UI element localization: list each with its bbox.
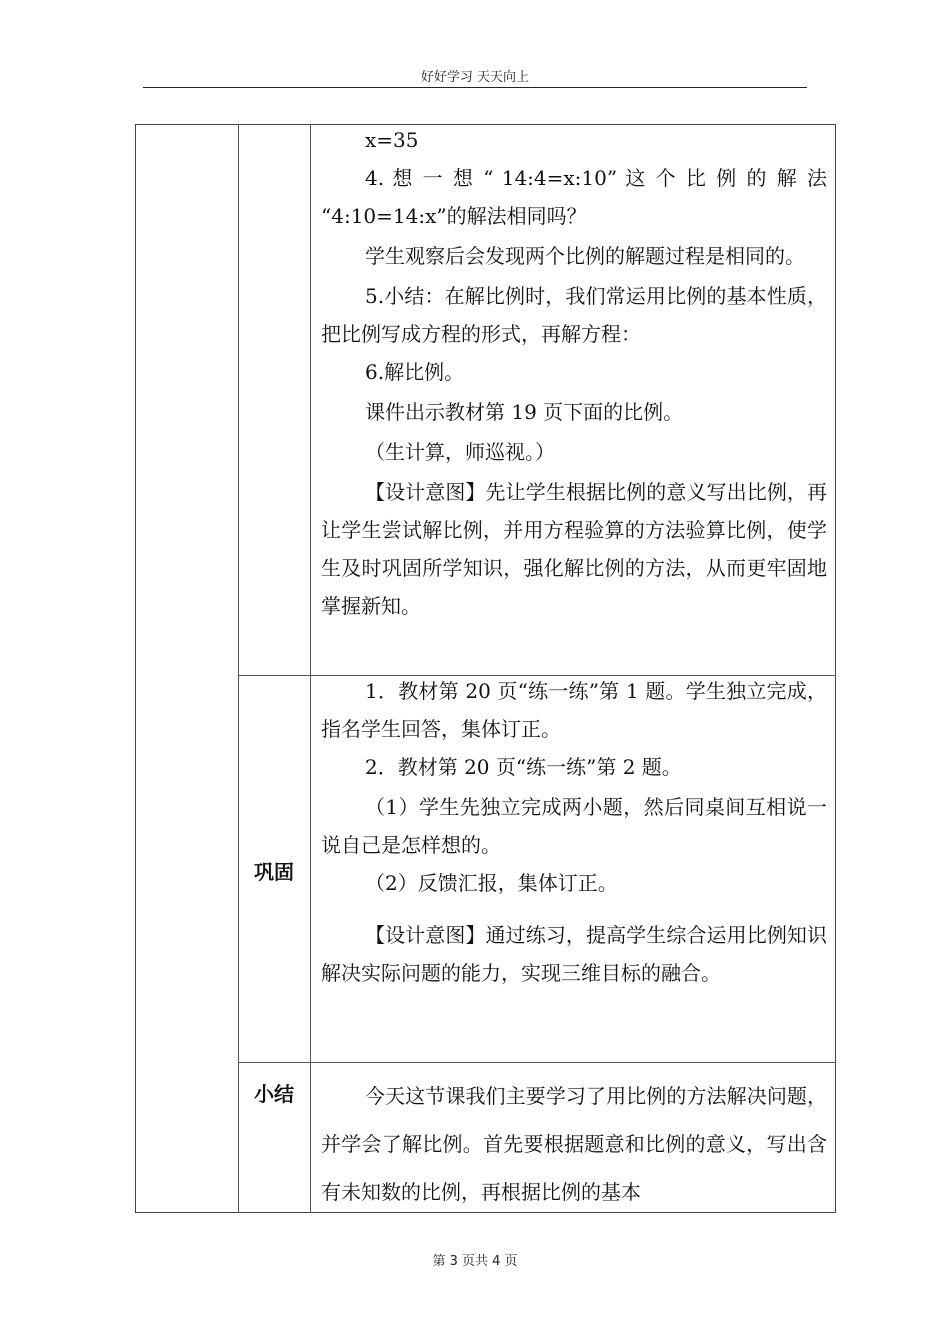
table-column-divider-1 xyxy=(238,124,239,1213)
paragraph: （2）反馈汇报，集体订正。 xyxy=(365,871,618,895)
table-column-divider-2 xyxy=(310,124,311,1213)
paragraph: （1）学生先独立完成两小题，然后同桌间互相说一说自己是怎样想的。 xyxy=(321,795,827,857)
page-header: 好好学习 天天向上 xyxy=(420,70,530,85)
header-rule xyxy=(143,87,807,88)
section-label-consolidate: 巩固 xyxy=(254,860,294,884)
paragraph: 2．教材第 20 页“练一练”第 2 题。 xyxy=(365,755,682,779)
paragraph: 6.解比例。 xyxy=(365,360,465,384)
page-footer: 第 3 页共 4 页 xyxy=(432,1254,518,1269)
paragraph: 5.小结：在解比例时，我们常运用比例的基本性质，把比例写成方程的形式，再解方程： xyxy=(321,284,827,346)
design-intent: 【设计意图】通过练习，提高学生综合运用比例知识解决实际问题的能力，实现三维目标的融合。 xyxy=(321,923,827,985)
paragraph: 课件出示教材第 19 页下面的比例。 xyxy=(365,400,684,424)
content-cell-1 xyxy=(321,121,827,625)
paragraph: 1．教材第 20 页“练一练”第 1 题。学生独立完成，指名学生回答，集体订正。 xyxy=(321,679,827,741)
design-intent: 【设计意图】先让学生根据比例的意义写出比例，再让学生尝试解比例，并用方程验算的方法验算比例，使学生及时巩固所学知识，强化解比例的方法，从而更牢固地掌握新知。 xyxy=(321,480,827,618)
paragraph: 今天这节课我们主要学习了用比例的方法解决问题，并学会了解比例。首先要根据题意和比例的意义，写出含有未知数的比例，再根据比例的基本 xyxy=(321,1084,827,1204)
table-row-divider-2 xyxy=(238,1062,836,1063)
content-cell-3 xyxy=(321,1072,827,1216)
paragraph: 学生观察后会发现两个比例的解题过程是相同的。 xyxy=(365,244,805,268)
paragraph: x=35 xyxy=(365,128,419,152)
paragraph: 4. 想 一 想 “ 14:4=x:10” 这 个 比 例 的 解 法 “4:10=14:x”的解法相同吗？ xyxy=(321,166,827,228)
section-label-summary: 小结 xyxy=(254,1082,294,1106)
content-cell-2 xyxy=(321,672,827,992)
paragraph: （生计算，师巡视。） xyxy=(365,440,555,464)
